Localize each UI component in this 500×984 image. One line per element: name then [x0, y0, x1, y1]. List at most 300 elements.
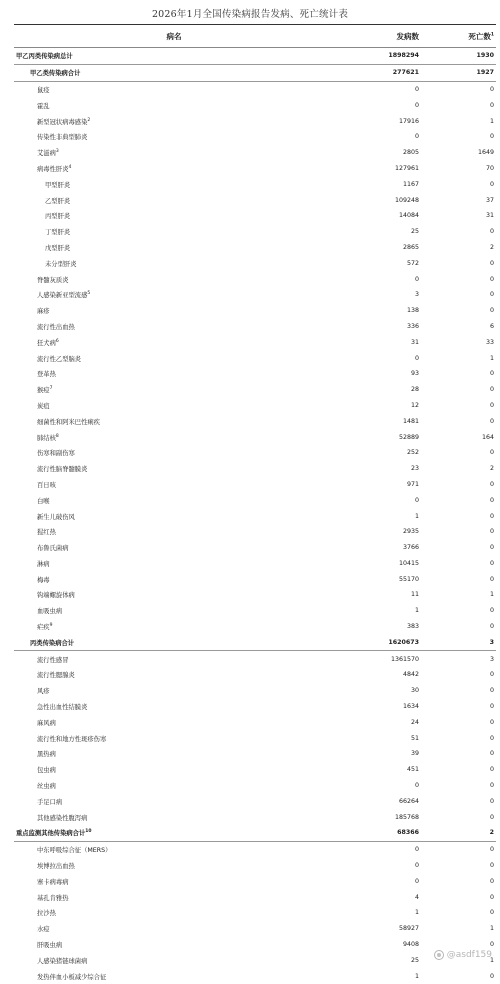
disease-name-cell	[14, 85, 314, 94]
cases-cell: 971	[406, 480, 419, 488]
footnote-marker: 10	[85, 829, 92, 835]
cases-cell: 1361570	[390, 655, 419, 663]
cases-cell: 1	[414, 972, 419, 980]
deaths-cell: 0	[489, 528, 494, 536]
deaths-cell: 0	[489, 766, 494, 774]
cases-cell: 572	[406, 259, 419, 267]
disease-name: 艾滋病	[37, 150, 56, 158]
header-cases: 发病数	[396, 31, 419, 41]
deaths-cell: 0	[489, 133, 494, 141]
disease-name: 流行性腮腺炎	[37, 672, 75, 680]
cases-cell: 0	[414, 133, 419, 141]
table-row	[14, 746, 496, 762]
disease-name-cell	[14, 924, 314, 933]
cases-cell: 24	[410, 718, 419, 726]
deaths-cell: 0	[489, 623, 494, 631]
table-row	[14, 889, 496, 905]
deaths-cell: 0	[489, 941, 494, 949]
table-row	[14, 905, 496, 921]
disease-name-cell	[14, 749, 314, 758]
disease-statistics-table	[14, 24, 496, 984]
deaths-cell: 0	[489, 259, 494, 267]
cases-cell: 0	[414, 496, 419, 504]
disease-name-cell	[14, 290, 314, 299]
deaths-cell: 0	[489, 85, 494, 93]
table-row	[14, 113, 496, 129]
disease-name-cell	[14, 385, 314, 394]
cases-cell: 93	[410, 370, 419, 378]
disease-name-cell	[14, 496, 314, 505]
cases-cell: 58927	[398, 925, 419, 933]
cases-cell: 2935	[402, 528, 419, 536]
deaths-cell: 70	[485, 164, 494, 172]
disease-name-cell	[14, 101, 314, 110]
table-row	[14, 714, 496, 730]
watermark-text: @asdf159	[446, 950, 492, 960]
disease-name-cell	[14, 322, 314, 331]
table-row	[14, 161, 496, 177]
table-row	[14, 842, 496, 858]
header-disease-name: 病名	[166, 31, 182, 41]
cases-cell: 4842	[402, 671, 419, 679]
deaths-cell: 0	[489, 703, 494, 711]
disease-name: 麻风病	[37, 719, 56, 727]
cases-cell: 31	[410, 338, 419, 346]
disease-name-cell	[14, 464, 314, 473]
footnote-marker: 5	[87, 291, 91, 297]
deaths-cell: 1	[489, 354, 494, 362]
disease-name: 肝吸虫病	[37, 942, 63, 950]
cases-cell: 0	[414, 877, 419, 885]
deaths-cell: 0	[489, 846, 494, 854]
deaths-cell: 0	[489, 512, 494, 520]
deaths-cell: 0	[489, 480, 494, 488]
disease-name: 手足口病	[37, 798, 63, 806]
disease-name: 人感染新亚型流感	[37, 292, 88, 300]
disease-name-cell	[14, 734, 314, 743]
disease-name-cell	[14, 828, 314, 837]
cases-cell: 277621	[392, 69, 419, 77]
disease-name-cell	[14, 686, 314, 695]
disease-name: 黑热病	[37, 751, 56, 759]
watermark-logo-icon	[434, 950, 444, 960]
disease-name-cell	[14, 590, 314, 599]
table-row	[14, 287, 496, 303]
footnote-marker: 2	[87, 117, 91, 123]
disease-name-cell	[14, 512, 314, 521]
deaths-cell: 1	[489, 925, 494, 933]
deaths-cell: 0	[489, 813, 494, 821]
table-row	[14, 176, 496, 192]
disease-name: 炭疽	[37, 402, 50, 410]
table-row	[14, 587, 496, 603]
cases-cell: 1898294	[388, 52, 419, 60]
footnote-marker: 9	[49, 622, 53, 628]
table-row	[14, 319, 496, 335]
deaths-cell: 0	[489, 180, 494, 188]
table-row	[14, 97, 496, 113]
disease-name: 梅毒	[37, 576, 50, 584]
table-row	[14, 937, 496, 953]
disease-name-cell	[14, 275, 314, 284]
deaths-cell: 0	[489, 797, 494, 805]
cases-cell: 1481	[402, 417, 419, 425]
deaths-cell: 0	[489, 734, 494, 742]
table-header-row	[14, 25, 496, 48]
table-row	[14, 619, 496, 635]
cases-cell: 0	[414, 782, 419, 790]
disease-name-cell	[14, 543, 314, 552]
disease-name-cell	[14, 227, 314, 236]
deaths-cell: 0	[489, 544, 494, 552]
header-deaths	[419, 31, 496, 42]
disease-name: 人感染猪链球菌病	[37, 957, 88, 965]
disease-name: 流行性出血热	[37, 323, 75, 331]
deaths-cell: 0	[489, 275, 494, 283]
deaths-cell: 0	[489, 370, 494, 378]
deaths-cell: 1927	[476, 69, 494, 77]
deaths-cell: 0	[489, 307, 494, 315]
table-row	[14, 651, 496, 667]
disease-name-cell	[14, 164, 314, 173]
cases-cell: 55170	[398, 575, 419, 583]
cases-cell: 109248	[394, 196, 419, 204]
deaths-cell: 3	[489, 638, 494, 646]
disease-name: 拉沙热	[37, 910, 56, 918]
disease-name-cell	[14, 972, 314, 981]
footnote-marker: 8	[55, 433, 59, 439]
cases-cell: 51	[410, 734, 419, 742]
cases-cell: 2865	[402, 243, 419, 251]
disease-name: 登革热	[37, 371, 56, 379]
disease-name: 重点监测其他传染病合计	[16, 830, 86, 838]
disease-name-cell	[14, 622, 314, 631]
deaths-cell: 1649	[477, 149, 494, 157]
deaths-cell: 0	[489, 575, 494, 583]
table-row	[14, 429, 496, 445]
disease-name: 流行性脑脊髓膜炎	[37, 466, 88, 474]
disease-name: 丁型肝炎	[45, 229, 71, 237]
table-row	[14, 492, 496, 508]
table-row	[14, 778, 496, 794]
deaths-cell: 0	[489, 909, 494, 917]
footnote-marker: 4	[68, 164, 72, 170]
disease-name: 风疹	[37, 688, 50, 696]
table-row	[14, 303, 496, 319]
deaths-cell: 0	[489, 782, 494, 790]
table-row	[14, 334, 496, 350]
disease-name-cell	[14, 68, 314, 77]
disease-name: 丙类传染病合计	[30, 639, 75, 647]
deaths-cell: 0	[489, 893, 494, 901]
disease-name: 水痘	[37, 926, 50, 934]
deaths-cell: 0	[489, 228, 494, 236]
disease-name: 甲乙类传染病合计	[30, 70, 81, 78]
cases-cell: 185768	[394, 813, 419, 821]
cases-cell: 14084	[398, 212, 419, 220]
disease-name: 埃博拉出血热	[37, 863, 75, 871]
deaths-cell: 1930	[476, 52, 494, 60]
cases-cell: 66264	[398, 797, 419, 805]
table-row	[14, 145, 496, 161]
disease-name: 中东呼吸综合征（MERS）	[37, 847, 112, 855]
deaths-cell: 37	[485, 196, 494, 204]
table-row	[14, 762, 496, 778]
disease-name-cell	[14, 132, 314, 141]
cases-cell: 1	[414, 909, 419, 917]
cases-cell: 138	[406, 307, 419, 315]
cases-cell: 451	[406, 766, 419, 774]
disease-name-cell	[14, 448, 314, 457]
disease-name: 病毒性肝炎	[37, 165, 69, 173]
table-row	[14, 445, 496, 461]
table-row	[14, 240, 496, 256]
disease-name: 甲型肝炎	[45, 181, 71, 189]
deaths-cell: 164	[481, 433, 494, 441]
deaths-cell: 1	[489, 117, 494, 125]
table-row	[14, 477, 496, 493]
cases-cell: 4	[414, 893, 419, 901]
cases-cell: 1167	[402, 180, 419, 188]
cases-cell: 0	[414, 101, 419, 109]
disease-name-cell	[14, 480, 314, 489]
deaths-cell: 0	[489, 291, 494, 299]
disease-name: 新生儿破伤风	[37, 513, 75, 521]
footnote-marker: 7	[49, 386, 53, 392]
table-row	[14, 382, 496, 398]
disease-name: 白喉	[37, 497, 50, 505]
header-deaths-note: 1	[490, 32, 494, 37]
cases-cell: 0	[414, 846, 419, 854]
disease-name-cell	[14, 433, 314, 442]
table-row	[14, 540, 496, 556]
deaths-cell: 0	[489, 607, 494, 615]
cases-cell: 336	[406, 322, 419, 330]
table-subtotal-row	[14, 65, 496, 82]
disease-name: 基孔肯雅热	[37, 894, 69, 902]
table-subtotal-row	[14, 825, 496, 842]
disease-name: 丙型肝炎	[45, 213, 71, 221]
table-row	[14, 461, 496, 477]
deaths-cell: 0	[489, 401, 494, 409]
table-row	[14, 82, 496, 98]
cases-cell: 68366	[397, 829, 419, 837]
cases-cell: 17916	[398, 117, 419, 125]
deaths-cell: 0	[489, 449, 494, 457]
cases-cell: 1634	[402, 703, 419, 711]
table-row	[14, 667, 496, 683]
disease-name-cell	[14, 180, 314, 189]
deaths-cell: 1	[489, 591, 494, 599]
disease-name: 乙型肝炎	[45, 197, 71, 205]
disease-name-cell	[14, 606, 314, 615]
disease-name: 霍乱	[37, 102, 50, 110]
cases-cell: 0	[414, 354, 419, 362]
disease-name-cell	[14, 845, 314, 854]
disease-name: 新型冠状病毒感染	[37, 118, 88, 126]
disease-name-cell	[14, 338, 314, 347]
disease-name-cell	[14, 655, 314, 664]
table-row	[14, 952, 496, 968]
disease-name-cell	[14, 908, 314, 917]
table-row	[14, 224, 496, 240]
disease-name-cell	[14, 211, 314, 220]
cases-cell: 252	[406, 449, 419, 457]
table-row	[14, 192, 496, 208]
disease-name: 布鲁氏菌病	[37, 545, 69, 553]
deaths-cell: 2	[489, 243, 494, 251]
table-row	[14, 366, 496, 382]
disease-name-cell	[14, 638, 314, 647]
cases-cell: 1	[414, 607, 419, 615]
deaths-cell: 1	[489, 956, 494, 964]
disease-name-cell	[14, 718, 314, 727]
deaths-cell: 0	[489, 862, 494, 870]
page-title: 2026年1月全国传染病报告发病、死亡统计表	[151, 9, 349, 20]
disease-name-cell	[14, 527, 314, 536]
disease-name-cell	[14, 765, 314, 774]
table-subtotal-row	[14, 634, 496, 651]
disease-name: 狂犬病	[37, 339, 56, 347]
disease-name-cell	[14, 797, 314, 806]
cases-cell: 0	[414, 275, 419, 283]
cases-cell: 52889	[398, 433, 419, 441]
deaths-cell: 33	[485, 338, 494, 346]
disease-name-cell	[14, 956, 314, 965]
disease-name-cell	[14, 417, 314, 426]
table-row	[14, 398, 496, 414]
cases-cell: 9408	[402, 941, 419, 949]
footnote-marker: 6	[55, 338, 59, 344]
footnote-marker: 3	[55, 149, 59, 155]
cases-cell: 3	[414, 291, 419, 299]
cases-cell: 12	[410, 401, 419, 409]
disease-name-cell	[14, 813, 314, 822]
disease-name-cell	[14, 940, 314, 949]
watermark	[434, 950, 492, 960]
disease-name: 丝虫病	[37, 783, 56, 791]
table-row	[14, 699, 496, 715]
disease-name-cell	[14, 354, 314, 363]
cases-cell: 3766	[402, 544, 419, 552]
cases-cell: 0	[414, 85, 419, 93]
cases-cell: 1	[414, 512, 419, 520]
table-row	[14, 968, 496, 984]
disease-name-cell	[14, 117, 314, 126]
deaths-cell: 0	[489, 687, 494, 695]
disease-name-cell	[14, 877, 314, 886]
table-row	[14, 683, 496, 699]
disease-name-cell	[14, 148, 314, 157]
deaths-cell: 0	[489, 559, 494, 567]
disease-name: 淋病	[37, 560, 50, 568]
deaths-cell: 6	[489, 322, 494, 330]
table-row	[14, 129, 496, 145]
disease-name: 肺结核	[37, 434, 56, 442]
disease-name-cell	[14, 243, 314, 252]
disease-name: 急性出血性结膜炎	[37, 704, 88, 712]
disease-name: 细菌性和阿米巴性痢疾	[37, 418, 100, 426]
table-row	[14, 556, 496, 572]
table-row	[14, 858, 496, 874]
disease-name: 钩端螺旋体病	[37, 592, 75, 600]
deaths-cell: 0	[489, 496, 494, 504]
disease-name: 猴痘	[37, 387, 50, 395]
cases-cell: 25	[410, 956, 419, 964]
disease-name-cell	[14, 702, 314, 711]
cases-cell: 1620673	[388, 638, 419, 646]
cases-cell: 23	[410, 465, 419, 473]
cases-cell: 30	[410, 687, 419, 695]
disease-name: 伤寒和副伤寒	[37, 450, 75, 458]
disease-name: 其他感染性腹泻病	[37, 814, 88, 822]
disease-name-cell	[14, 306, 314, 315]
disease-name-cell	[14, 259, 314, 268]
disease-name: 未分型肝炎	[45, 260, 77, 268]
disease-name: 流行性乙型脑炎	[37, 355, 82, 363]
disease-name-cell	[14, 781, 314, 790]
disease-name-cell	[14, 893, 314, 902]
deaths-cell: 2	[489, 465, 494, 473]
disease-name: 鼠疫	[37, 86, 50, 94]
disease-name: 包虫病	[37, 767, 56, 775]
disease-name: 甲乙丙类传染病总计	[16, 53, 73, 61]
table-row	[14, 793, 496, 809]
table-row	[14, 413, 496, 429]
cases-cell: 383	[406, 623, 419, 631]
deaths-cell: 3	[489, 655, 494, 663]
cases-cell: 10415	[398, 559, 419, 567]
disease-name-cell	[14, 401, 314, 410]
cases-cell: 28	[410, 386, 419, 394]
deaths-cell: 2	[489, 829, 494, 837]
deaths-cell: 0	[489, 972, 494, 980]
disease-name: 麻疹	[37, 308, 50, 316]
deaths-cell: 0	[489, 101, 494, 109]
header-deaths-label: 死亡数	[468, 31, 491, 41]
deaths-cell: 0	[489, 417, 494, 425]
disease-name-cell	[14, 861, 314, 870]
table-row	[14, 603, 496, 619]
table-row	[14, 524, 496, 540]
disease-name: 发热伴血小板减少综合征	[37, 973, 107, 981]
disease-name: 戊型肝炎	[45, 244, 71, 252]
disease-name-cell	[14, 51, 314, 60]
table-row	[14, 255, 496, 271]
cases-cell: 127961	[394, 164, 419, 172]
table-subtotal-row	[14, 48, 496, 65]
disease-name-cell	[14, 369, 314, 378]
table-row	[14, 271, 496, 287]
disease-name: 血吸虫病	[37, 608, 63, 616]
disease-name: 疟疾	[37, 624, 50, 632]
table-body	[14, 48, 496, 984]
table-row	[14, 508, 496, 524]
table-row	[14, 571, 496, 587]
disease-name: 流行性和地方性斑疹伤寒	[37, 735, 107, 743]
cases-cell: 0	[414, 862, 419, 870]
deaths-cell: 31	[485, 212, 494, 220]
deaths-cell: 0	[489, 386, 494, 394]
disease-name: 百日咳	[37, 481, 56, 489]
disease-name: 传染性非典型肺炎	[37, 134, 88, 142]
table-row	[14, 350, 496, 366]
deaths-cell: 0	[489, 671, 494, 679]
cases-cell: 39	[410, 750, 419, 758]
disease-name: 寨卡病毒病	[37, 878, 69, 886]
disease-name-cell	[14, 670, 314, 679]
disease-name: 猩红热	[37, 529, 56, 537]
